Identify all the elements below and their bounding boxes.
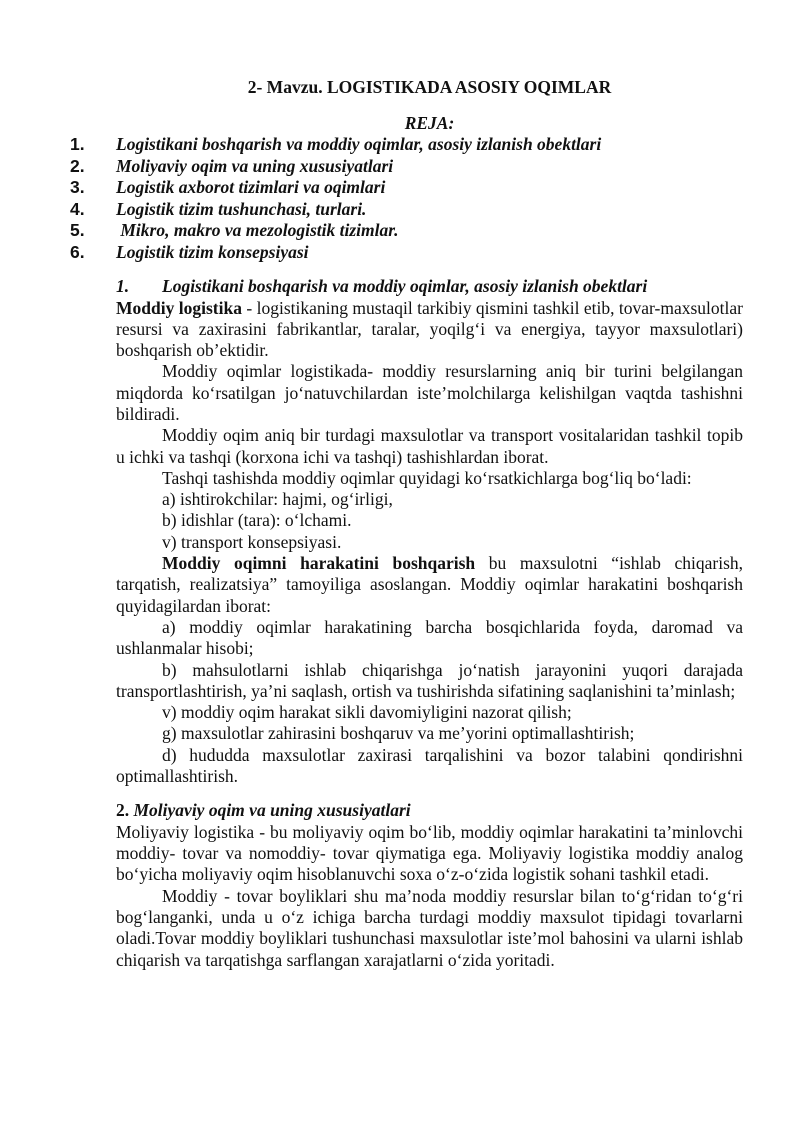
list-item: v) moddiy oqim harakat sikli davomiyligini nazorat qilish; bbox=[162, 702, 572, 723]
section-2-heading bbox=[116, 800, 743, 822]
plan-item-number: 3. bbox=[70, 177, 85, 197]
list-item: d) hududda maxsulotlar zaxirasi tarqalishini va bozor talabini qondirishni optimallashtirish. bbox=[116, 744, 743, 787]
plan-heading: REJA: bbox=[404, 113, 455, 133]
list-item: v) transport konsepsiyasi. bbox=[162, 531, 342, 552]
paragraph: Moddiy oqim aniq bir turdagi maxsulotlar va transport vositalaridan tashkil topib u ichki va tashqi (korxona ichi va tashqi) tashishlardan iborat. bbox=[116, 425, 743, 467]
section-1-number: 1. bbox=[116, 276, 130, 296]
list-item: g) maxsulotlar zahirasini boshqaruv va me’yorini optimallashtirish; bbox=[162, 723, 635, 744]
list-item: a) ishtirokchilar: hajmi, og‘irligi, bbox=[162, 489, 393, 510]
plan-item-text: Moliyaviy oqim va uning xususiyatlari bbox=[116, 155, 394, 176]
paragraph: Moddiy - tovar boyliklari shu ma’noda moddiy resurslar bilan to‘g‘ridan to‘g‘ri bog‘langanki, unda u o‘z ichiga barcha turdagi moddiy maxsulot tipidagi tovarlarni oladi.Tovar moddiy boyliklari tushunchasi maxsulotlar iste’mol bahosini va ularni ishlab chiqarish va tarqatishga sarflangan xarajatlarni o‘zida yoritadi. bbox=[116, 885, 743, 970]
section-1-body bbox=[116, 298, 743, 788]
list-item: a) moddiy oqimlar harakatining barcha bosqichlarida foyda, daromad va ushlanmalar hisobi; bbox=[116, 616, 743, 659]
section-2-number: 2. bbox=[116, 800, 130, 821]
plan-item-text: Logistik tizim tushunchasi, turlari. bbox=[116, 198, 367, 219]
plan-list bbox=[70, 134, 743, 263]
plan-item bbox=[70, 199, 743, 221]
paragraph: Moliyaviy logistika - bu moliyaviy oqim bo‘lib, moddiy oqimlar harakatini ta’minlovchi moddiy- tovar va nomoddiy- tovar qiymatiga ega. Moliyaviy logistika moddiy analog bo‘yicha moliyaviy oqim hisoblanuvchi soxa o‘z-o‘zida logistik sohani tashkil etadi. bbox=[116, 821, 743, 885]
paragraph: Moddiy oqimlar logistikada- moddiy resurslarning aniq bir turini belgilangan miqdorda ko‘rsatilgan jo‘natuvchilardan iste’molchilarga kelishilgan vaqtda tashishni bildiradi. bbox=[116, 361, 743, 424]
plan-item bbox=[70, 134, 743, 156]
plan-item-text: Logistikani boshqarish va moddiy oqimlar, asosiy izlanish obektlari bbox=[116, 134, 602, 154]
section-1-title: Logistikani boshqarish va moddiy oqimlar, asosiy izlanish obektlari bbox=[162, 276, 648, 296]
term-moddiy-oqim-boshqarish: Moddiy oqimni harakatini boshqarish bbox=[162, 553, 476, 574]
plan-item-number: 2. bbox=[70, 155, 85, 176]
section-2-title: Moliyaviy oqim va uning xususiyatlari bbox=[129, 800, 411, 821]
plan-item-number: 4. bbox=[70, 198, 85, 219]
plan-item-number: 1. bbox=[70, 134, 85, 154]
plan-item bbox=[70, 177, 743, 199]
plan-item-text: Logistik tizim konsepsiyasi bbox=[116, 241, 309, 262]
plan-item-number: 6. bbox=[70, 241, 85, 262]
plan-item-text: Mikro, makro va mezologistik tizimlar. bbox=[116, 220, 399, 240]
paragraph-text: bu maxsulotni “ishlab chiqarish, tarqatish, realizatsiya” tamoyiliga asoslangan. Moddiy oqimlar harakatini boshqarish quyidagilardan iborat: bbox=[116, 553, 744, 616]
list-item: b) idishlar (tara): o‘lchami. bbox=[162, 510, 352, 531]
paragraph bbox=[116, 298, 743, 362]
plan-item-text: Logistik axborot tizimlari va oqimlari bbox=[116, 177, 386, 197]
term-moddiy-logistika: Moddiy logistika bbox=[116, 297, 242, 318]
plan-item bbox=[70, 220, 743, 242]
plan-item bbox=[70, 156, 743, 178]
section-1-heading bbox=[116, 276, 743, 298]
plan-item-number: 5. bbox=[70, 220, 85, 240]
paragraph-text: - logistikaning mustaqil tarkibiy qismini tashkil etib, tovar-maxsulotlar resursi va zaxirasini fabrikantlar, taralar, yoqilg‘i va energiya, tayyor maxsulotlari) boshqarish ob’ektidir. bbox=[116, 297, 743, 361]
plan-item bbox=[70, 242, 743, 264]
page-title: 2- Mavzu. LOGISTIKADA ASOSIY OQIMLAR bbox=[247, 77, 612, 97]
paragraph: Tashqi tashishda moddiy oqimlar quyidagi ko‘rsatkichlarga bog‘liq bo‘ladi: bbox=[162, 467, 692, 488]
paragraph bbox=[116, 553, 743, 617]
list-item: b) mahsulotlarni ishlab chiqarishga jo‘natish jarayonini yuqori darajada transportlashtirish, ya’ni saqlash, ortish va tushirishda sifatining saqlanishini ta’minlash; bbox=[116, 659, 743, 701]
